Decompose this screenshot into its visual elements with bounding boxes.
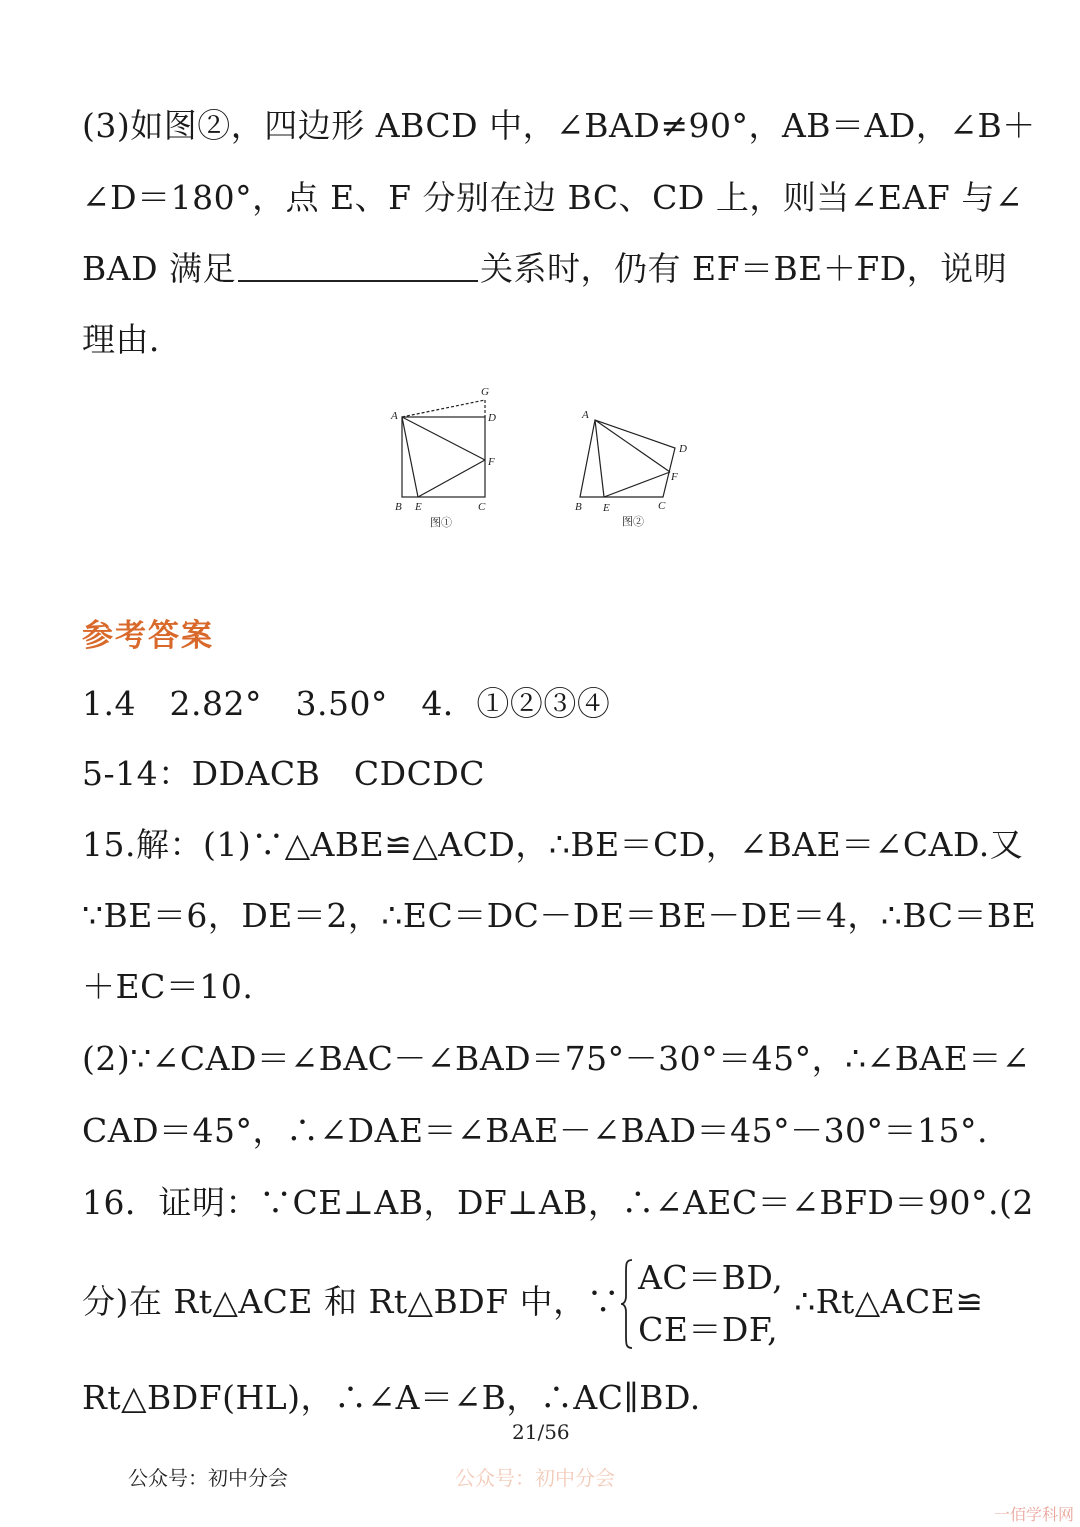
fig2-label-f: F (671, 471, 678, 483)
fig2-label-c: C (658, 500, 666, 512)
fig1-line-ag (402, 400, 485, 417)
fig1-label-e: E (415, 501, 422, 513)
answer-line-5: ＋EC＝10. (82, 967, 254, 1006)
left-brace-icon (620, 1258, 634, 1350)
answers-heading: 参考答案 (82, 618, 214, 654)
fig2-label-d: D (679, 443, 687, 455)
fig2-line-ef (604, 472, 670, 497)
answer-line-2: 5-14：DDACB CDCDC (82, 754, 486, 793)
fig2-line-ae (595, 420, 604, 497)
figure-2-diagram (570, 400, 700, 535)
footer-account-faint: 公众号：初中分会 (455, 1466, 615, 1490)
equation-ce-df: CE＝DF, (638, 1310, 779, 1349)
fig1-line-ef (418, 460, 485, 497)
problem-line-1: (3)如图②，四边形 ABCD 中，∠BAD≠90°，AB＝AD，∠B＋ (82, 106, 1036, 145)
equation-ac-bd: AC＝BD, (638, 1258, 784, 1297)
problem-line-3-start: BAD 满足 (82, 249, 237, 288)
fig2-quadrilateral (580, 420, 675, 497)
page-number: 21/56 (512, 1420, 570, 1444)
answer-line-9-start: 分)在 Rt△ACE 和 Rt△BDF 中，∵ (82, 1282, 621, 1321)
fig2-label-a: A (582, 409, 589, 421)
answer-line-1: 1.4 2.82° 3.50° 4．①②③④ (82, 684, 611, 723)
fig1-caption: 图① (430, 517, 452, 529)
answer-line-10: Rt△BDF(HL)，∴∠A＝∠B，∴AC∥BD. (82, 1378, 701, 1417)
problem-line-4: 理由． (82, 320, 183, 359)
answer-line-6: (2)∵∠CAD＝∠BAC－∠BAD＝75°－30°＝45°，∴∠BAE＝∠ (82, 1039, 1031, 1078)
footer-account: 公众号：初中分会 (128, 1466, 288, 1490)
answer-line-4: ∵BE＝6，DE＝2，∴EC＝DC－DE＝BE－DE＝4，∴BC＝BE (82, 896, 1037, 935)
fig2-label-b: B (575, 501, 582, 513)
fig2-caption: 图② (622, 516, 644, 528)
fig1-label-a: A (391, 410, 398, 422)
fig1-label-b: B (395, 501, 402, 513)
answer-line-9-end: ∴Rt△ACE≌ (794, 1282, 984, 1321)
fig1-label-d: D (488, 412, 496, 424)
fig1-label-f: F (488, 456, 495, 468)
problem-line-3-end: 关系时，仍有 EF＝BE＋FD，说明 (480, 249, 1008, 288)
figure-2 (570, 400, 700, 539)
answer-line-8: 16．证明：∵CE⊥AB，DF⊥AB，∴∠AEC＝∠BFD＝90°.(2 (82, 1183, 1034, 1222)
figure-1 (385, 380, 505, 539)
fig2-label-e: E (603, 502, 610, 514)
fig1-line-ae (402, 417, 418, 497)
figure-1-diagram (385, 380, 505, 535)
answer-line-7: CAD＝45°，∴∠DAE＝∠BAE－∠BAD＝45°－30°＝15°. (82, 1111, 989, 1150)
problem-line-2: ∠D＝180°，点 E、F 分别在边 BC、CD 上，则当∠EAF 与∠ (82, 178, 1023, 217)
answer-blank (238, 250, 478, 282)
fig1-label-c: C (478, 501, 486, 513)
fig1-label-g: G (481, 386, 489, 398)
site-watermark: 一佰学科网 (993, 1505, 1074, 1524)
problem-line-3 (82, 249, 1007, 289)
answer-line-9 (82, 1250, 984, 1356)
answer-line-3: 15.解：(1)∵△ABE≌△ACD，∴BE＝CD，∠BAE＝∠CAD.又 (82, 825, 1024, 864)
fig1-line-af (402, 417, 485, 460)
fig2-line-af (595, 420, 670, 472)
equation-system (620, 1252, 783, 1356)
fig1-square (402, 417, 485, 497)
